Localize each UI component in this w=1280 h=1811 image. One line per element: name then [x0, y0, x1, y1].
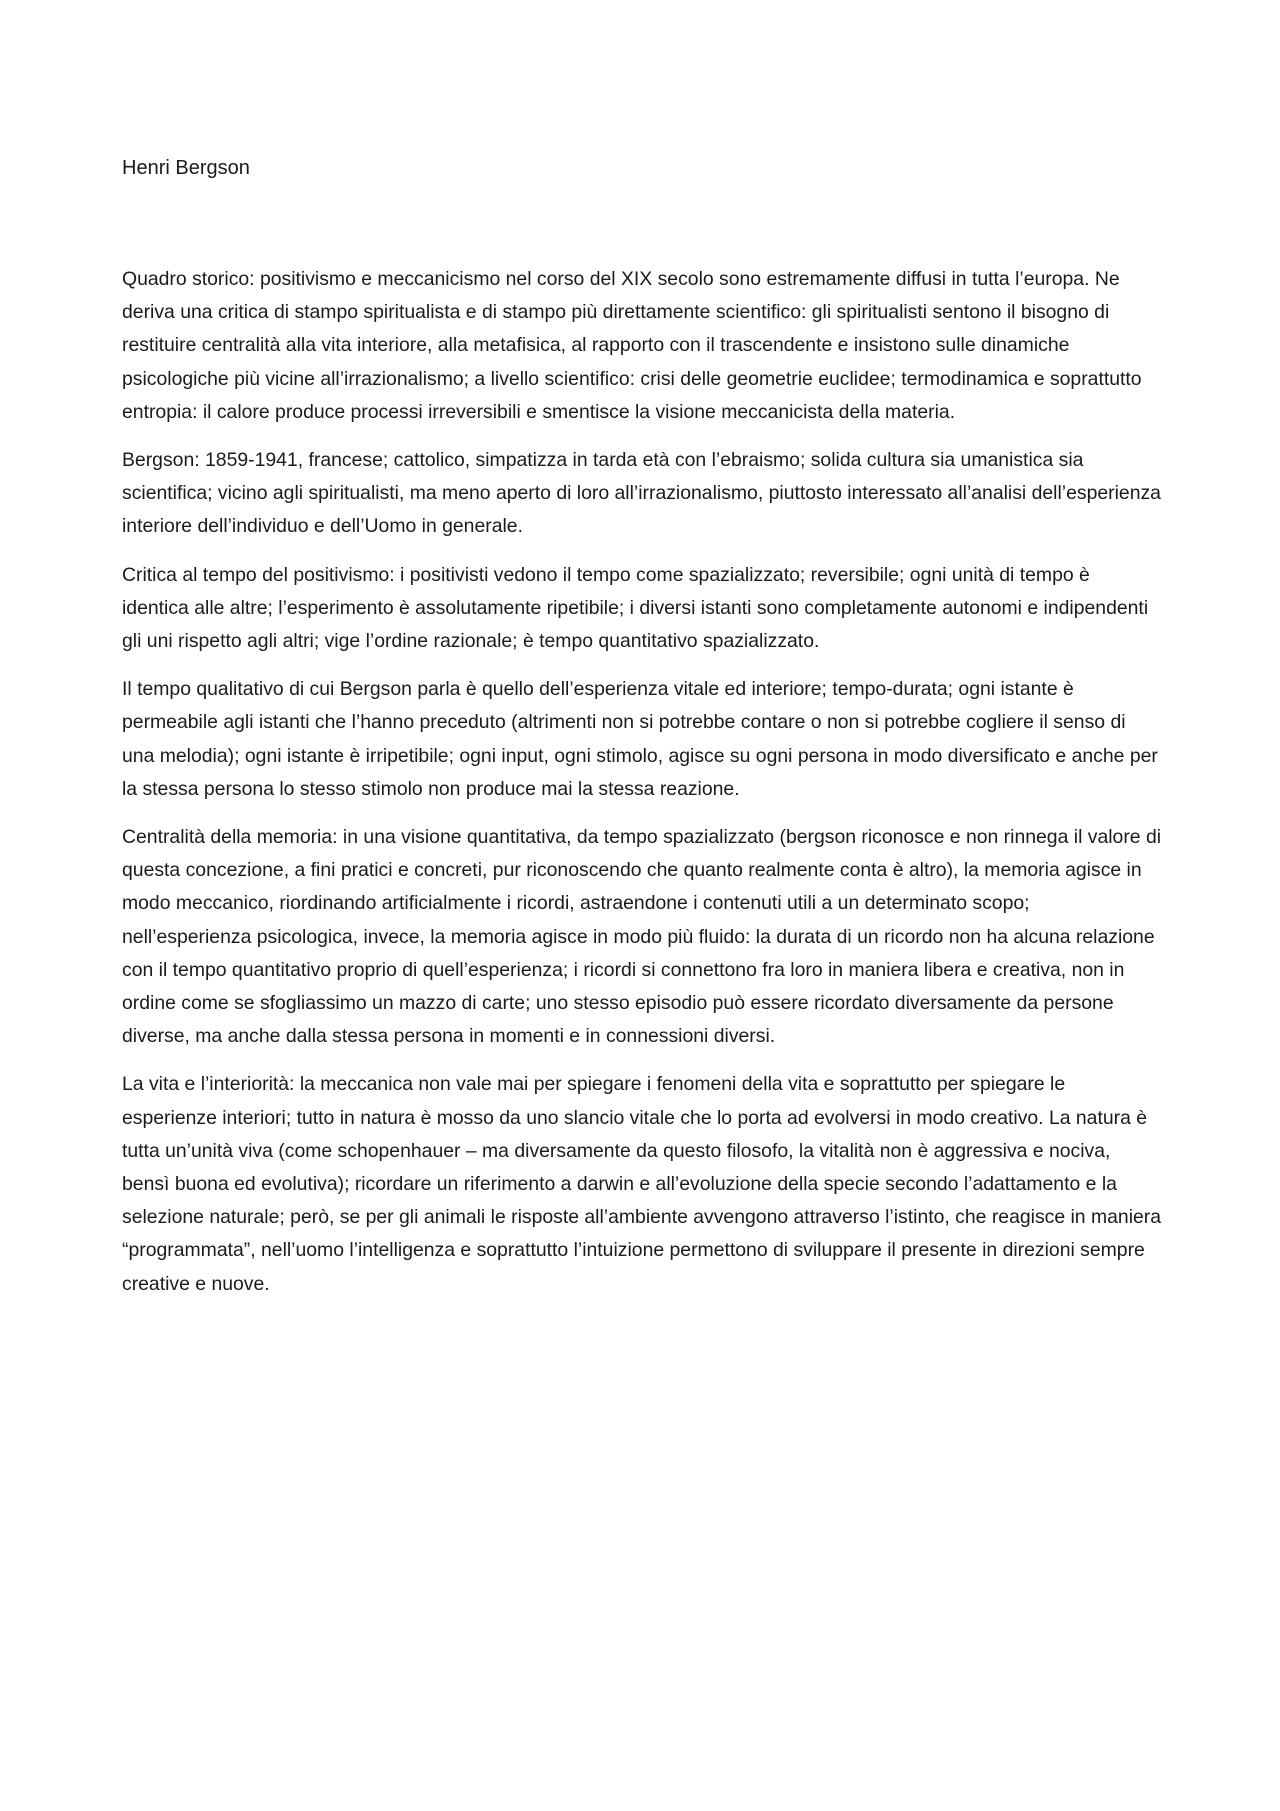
paragraph-biografia: Bergson: 1859-1941, francese; cattolico, simpatizza in tarda età con l’ebraismo; solida cultura sia umanistica sia scientifica; vicino agli spiritualisti, ma meno aperto di loro all’irrazionalismo, piuttosto interessato all’analisi dell’esperienza interiore dell’individuo e dell’Uomo in generale. — [122, 449, 1161, 538]
paragraph-quadro-storico: Quadro storico: positivismo e meccanicismo nel corso del XIX secolo sono estremamente diffusi in tutta l’europa. Ne deriva una critica di stampo spiritualista e di stampo più direttamente scientifico: gli spiritualisti sentono il bisogno di restituire centralità alla vita interiore, alla metafisica, al rapporto con il trascendente e insistono sulle dinamiche psicologiche più vicine all’irrazionalismo; a livello scientifico: crisi delle geometrie euclidee; termodinamica e soprattutto entropia: il calore produce processi irreversibili e smentisce la visione meccanicista della materia. — [122, 268, 1142, 423]
document-body — [122, 263, 1162, 1316]
paragraph-tempo-qualitativo: Il tempo qualitativo di cui Bergson parla è quello dell’esperienza vitale ed interiore; tempo-durata; ogni istante è permeabile agli istanti che l’hanno preceduto (altrimenti non si potrebbe contare o non si potrebbe cogliere il senso di una melodia); ogni istante è irripetibile; ogni input, ogni stimolo, agisce su ogni persona in modo diversificato e anche per la stessa persona lo stesso stimolo non produce mai la stessa reazione. — [122, 678, 1158, 800]
paragraph-vita-interiorita: La vita e l’interiorità: la meccanica non vale mai per spiegare i fenomeni della vita e soprattutto per spiegare le esperienze interiori; tutto in natura è mosso da uno slancio vitale che lo porta ad evolversi in modo creativo. La natura è tutta un’unità viva (come schopenhauer – ma diversamente da questo filosofo, la vitalità non è aggressiva e nociva, bensì buona ed evolutiva); ricordare un riferimento a darwin e all’evoluzione della specie secondo l’adattamento e la selezione naturale; però, se per gli animali le risposte all’ambiente avvengono attraverso l’istinto, che reagisce in maniera “programmata”, nell’uomo l’intelligenza e soprattutto l’intuizione permettono di sviluppare il presente in direzioni sempre creative e nuove. — [122, 1073, 1162, 1295]
document-title: Henri Bergson — [122, 157, 250, 179]
paragraph-critica-tempo: Critica al tempo del positivismo: i positivisti vedono il tempo come spazializzato; reversibile; ogni unità di tempo è identica alle altre; l’esperimento è assolutamente ripetibile; i diversi istanti sono completamente autonomi e indipendenti gli uni rispetto agli altri; vige l’ordine razionale; è tempo quantitativo spazializzato. — [122, 563, 1149, 653]
paragraph-memoria: Centralità della memoria: in una visione quantitativa, da tempo spazializzato (bergson riconosce e non rinnega il valore di questa concezione, a fini pratici e concreti, pur riconoscendo che quanto realmente conta è altro), la memoria agisce in modo meccanico, riordinando artificialmente i ricordi, astraendone i contenuti utili a un determinato scopo; nell’esperienza psicologica, invece, la memoria agisce in modo più fluido: la durata di un ricordo non ha alcuna relazione con il tempo quantitativo proprio di quell’esperienza; i ricordi si connettono fra loro in maniera libera e creativa, non in ordine come se sfogliassimo un mazzo di carte; uno stesso episodio può essere ricordato diversamente da persone diverse, ma anche dalla stessa persona in momenti e in connessioni diversi. — [122, 826, 1162, 1048]
